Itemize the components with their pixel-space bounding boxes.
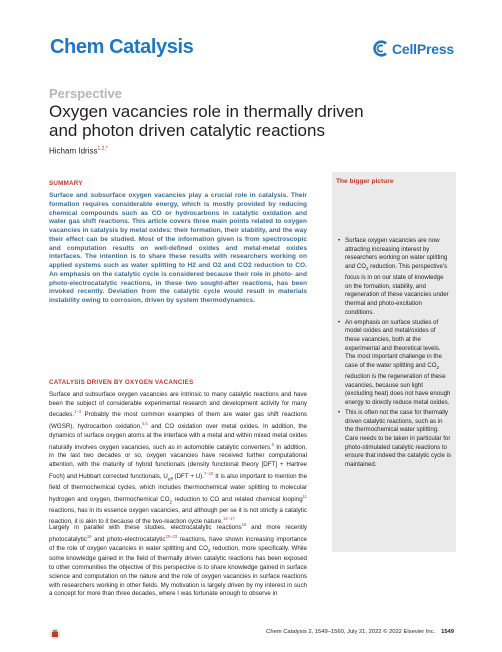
bigger-picture-list <box>338 237 452 471</box>
section-label: Perspective <box>49 86 122 101</box>
reference-citation[interactable]: 12–17 <box>223 516 235 522</box>
article-title: Oxygen vacancies role in thermally driven and photon driven catalytic reactions <box>49 102 364 140</box>
body-paragraph-1: Surface and subsurface oxygen vacancies are intrinsic to many catalytic reactions and have been the subject of considerable experimental research and development activity for many decades.$^{1-3}$ Probably the most common examples of them are water gas shift reactions (WGSR), hydrocarbon oxidation,$^{4,5}$ and CO oxidation over metal oxides. In addition, the dynamics of surface oxygen atoms at the interface with a metal and within mixed metal oxides naturally involves oxygen vacancies, such as in automobile catalytic converters.$^6$ In addition, in the last two decades or so, oxygen vacancies have received further computational attention, with the maturity of hybrid functionals (density functional theory [DFT] + Hartree Foch) and Hubbart corrected functionals, $U_{eff}$ (DFT + U).$^{7-10}$ It is also important to mention the field of thermochemical cycles, which includes thermochemical water splitting to molecular hydrogen and oxygen, thermochemical $CO_2$ reduction to CO and related chemical looping$^{11}$ reactions, has in its essence oxygen vacancies, and although per se it is not strictly a catalytic reaction, it is akin to it because of the two-reaction cycle nature.$^{12-17}$ <box>49 391 308 526</box>
author-name: Hicham Idriss <box>49 146 98 156</box>
summary-text: Surface and subsurface oxygen vacancies play a crucial role in catalysis. Their formation requires considerable energy, which is mostly provided by reducing chemical compounds such as CO or hydrocarbons in catalytic oxidation and water gas shift reactions. This article covers three main points related to oxygen vacancies in catalysis by metal oxides: their formation, their stability, and the way their effect can be studied. Most of the information given is from spectroscopic and computation results on well-defined oxides and metal-metal oxides interfaces. The intention is to share these results with researchers working on applied systems such as water splitting to H2 and O2 and CO2 reduction to CO. An emphasis on the catalytic cycle is considered because their role in photo- and photo-electrocatalytic reactions, in these two sought-after reactions, has been invoked recently. Deviation from the catalytic cycle would result in materials instability owing to corrosion, driven by system thermodynamics. <box>49 192 307 304</box>
reference-citation[interactable]: 11 <box>302 493 307 499</box>
body-paragraph-2: Largely in parallel with these studies, electrocatalytic reactions$^{18}$ and more recently photocatalytic$^{19}$ and photo-electrocatalytic$^{20-23}$ reactions, have shown increasing importance of the role of oxygen vacancies in water splitting and $CO_2$ reduction, more specifically. While some knowledge gained in the field of thermally driven catalytic reactions has been exposed to other communities the objective of this perspective is to share knowledge gained in surface science and computation on the nature and the role of oxygen vacancies in surface reactions with researchers working in other fields. My motivation is largely driven by my interest in such a concept for more than three decades, where I was fortunate enough to observe in <box>49 522 307 598</box>
journal-name: Chem Catalysis <box>50 36 194 58</box>
summary-heading: SUMMARY <box>49 180 83 187</box>
cellpress-logo-icon <box>372 40 389 57</box>
subscript: eff <box>167 476 173 482</box>
subscript: 2 <box>366 266 369 272</box>
reference-citation[interactable]: 20–23 <box>165 533 178 539</box>
subscript: 2 <box>436 365 439 371</box>
reference-citation[interactable]: 4,5 <box>141 421 148 427</box>
reference-citation[interactable]: 1–3 <box>74 409 82 415</box>
list-item: • This is often not the case for thermally driven catalytic reactions, such as in the thermochemical water splitting. Care needs to be taken in particular for photo-stimulated catalytic reactions to ensure that indeed the catalytic cycle is maintained. <box>338 409 452 470</box>
citation-line: Chem Catalysis 2, 1549–1560, July 21, 2022 © 2022 Elsevier Inc. <box>266 629 436 635</box>
reference-citation[interactable]: 19 <box>86 533 92 539</box>
cellpress-brand <box>372 40 454 57</box>
reference-citation[interactable]: 6 <box>271 441 274 447</box>
crossmark-icon[interactable] <box>49 628 61 640</box>
subscript: 2 <box>169 498 172 504</box>
author-affiliation-marks: 1,2,* <box>97 146 108 152</box>
author-line <box>49 146 108 156</box>
section-heading: CATALYSIS DRIVEN BY OXYGEN VACANCIES <box>49 379 194 386</box>
list-item: • Surface oxygen vacancies are now attracting increasing interest by researchers working on water splitting and $CO_2$ reduction. This perspective’s focus is in on our state of knowledge on the formation, stability, and regeneration of these vacancies under thermal and photo-excitation conditions. <box>338 237 452 318</box>
bigger-picture-heading: The bigger picture <box>336 178 394 185</box>
list-item: • An emphasis on surface studies of model oxides and metal/oxides of these vacancies, both at the experimental and theoretical levels. The most important challenge in the case of the water splitting and $CO_2$ reduction is the regeneration of these vacancies, because sun light (excluding heat) does not have enough energy to directly reduce metal oxides. <box>338 319 452 408</box>
reference-citation[interactable]: 7–10 <box>204 470 214 476</box>
page-number: 1549 <box>441 629 454 635</box>
reference-citation[interactable]: 18 <box>241 522 247 527</box>
page-footer <box>266 629 454 635</box>
subscript: 2 <box>207 547 211 553</box>
publisher-name: CellPress <box>391 40 454 57</box>
